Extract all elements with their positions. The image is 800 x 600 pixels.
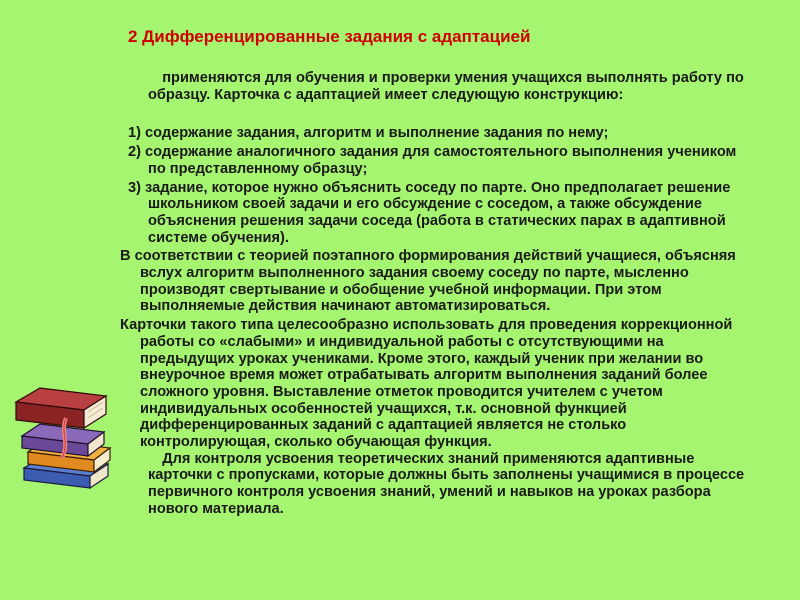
paragraph-control-text: Для контроля усвоения теоретических знаний применяются адаптивные карточки с пропусками, которые должны быть заполнены учащимися в процессе первичного контроля усвоения знаний, умений и навыков на уроках разбора нового материала.: [148, 450, 745, 517]
list-item-1: 1) содержание задания, алгоритм и выполнение задания по нему;: [128, 125, 609, 142]
list-item-3: 3) задание, которое нужно объяснить соседу по парте. Оно предполагает решение школьником своей задачи и его обсуждение с соседом, а также обсуждение объяснения решения задачи соседа (работа в статических парах в адаптивной системе обучения).: [128, 179, 731, 246]
slide-body: [120, 70, 758, 518]
books-stack-icon: [10, 382, 126, 500]
intro-paragraph: [128, 70, 758, 103]
paragraph-control: [128, 451, 758, 518]
paragraph-theory: В соответствии с теорией поэтапного формирования действий учащиеся, объясняя вслух алгоритм выполненного задания своему соседу по парте, мысленно производят свертывание и обобщение учебной информации. При этом выполняемые действия начинают автоматизироваться.: [120, 248, 736, 315]
slide-title: 2 Дифференцированные задания с адаптацией: [128, 27, 531, 46]
paragraph-cards-usage: Карточки такого типа целесообразно использовать для проведения коррекционной работы со «слабыми» и индивидуальной работы с отсутствующими на предыдущих уроках учениками. Кроме этого, каждый ученик при желании во внеурочное время может отрабатывать алгоритм выполнения заданий более сложного уровня. Выставление отметок проводится учителем с учетом индивидуальных особенностей учащихся, т.к. основной функцией дифференцированных заданий с адаптацией является не столько контролирующая, сколько обучающая функция.: [120, 317, 733, 451]
list-item-2: 2) содержание аналогичного задания для самостоятельного выполнения учеником по представленному образцу;: [128, 144, 737, 177]
intro-text: применяются для обучения и проверки умения учащихся выполнять работу по образцу. Карточка с адаптацией имеет следующую конструкцию:: [148, 70, 744, 103]
